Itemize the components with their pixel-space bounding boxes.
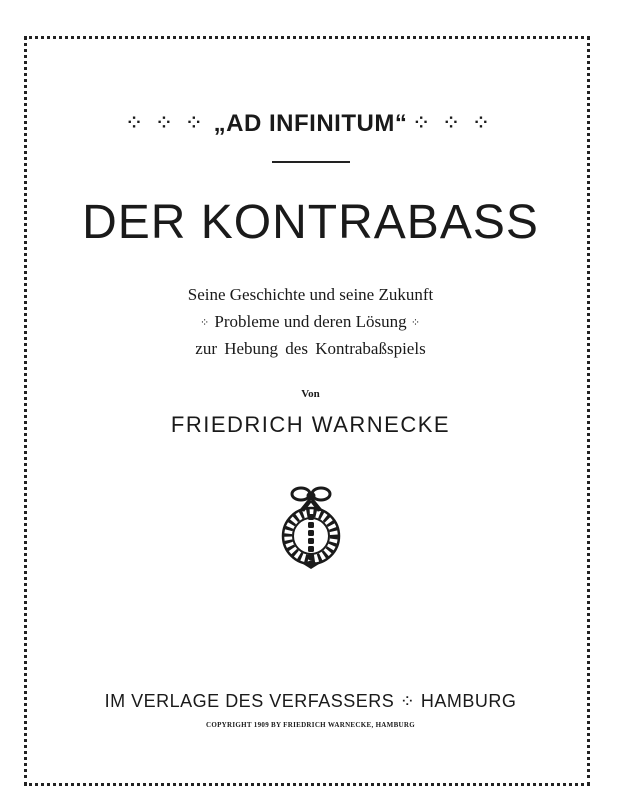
author-name: FRIEDRICH WARNECKE (170, 412, 451, 437)
byline-von: Von (301, 388, 320, 400)
subtitle-line-2-text: Probleme und deren Lösung (214, 312, 407, 331)
subtitle-line-1: Seine Geschichte und seine Zukunft (187, 285, 434, 304)
series-ornament-left: ⁘ ⁘ ⁘ (127, 115, 207, 132)
copyright-notice: COPYRIGHT 1909 BY FRIEDRICH WARNECKE, HAMBURG (206, 721, 415, 729)
subtitle-line-3: zur Hebung des Kontrabaßspiels (195, 339, 426, 358)
subtitle-line-2 (0, 312, 621, 332)
series-ornament-right: ⁘ ⁘ ⁘ (414, 115, 494, 132)
series-text: „AD INFINITUM“ (213, 110, 408, 137)
series-title (0, 110, 621, 138)
subtitle-ornament-right: ⁘ (410, 317, 422, 329)
subtitle-ornament-left: ⁘ (199, 317, 211, 329)
title-divider (272, 161, 350, 163)
page-border (24, 36, 590, 786)
publisher-line: IM VERLAGE DES VERFASSERS ⁘ HAMBURG (104, 691, 517, 711)
main-title: DER KONTRABASS (82, 196, 539, 249)
wreath-ribbon-ornament-icon (276, 484, 346, 572)
